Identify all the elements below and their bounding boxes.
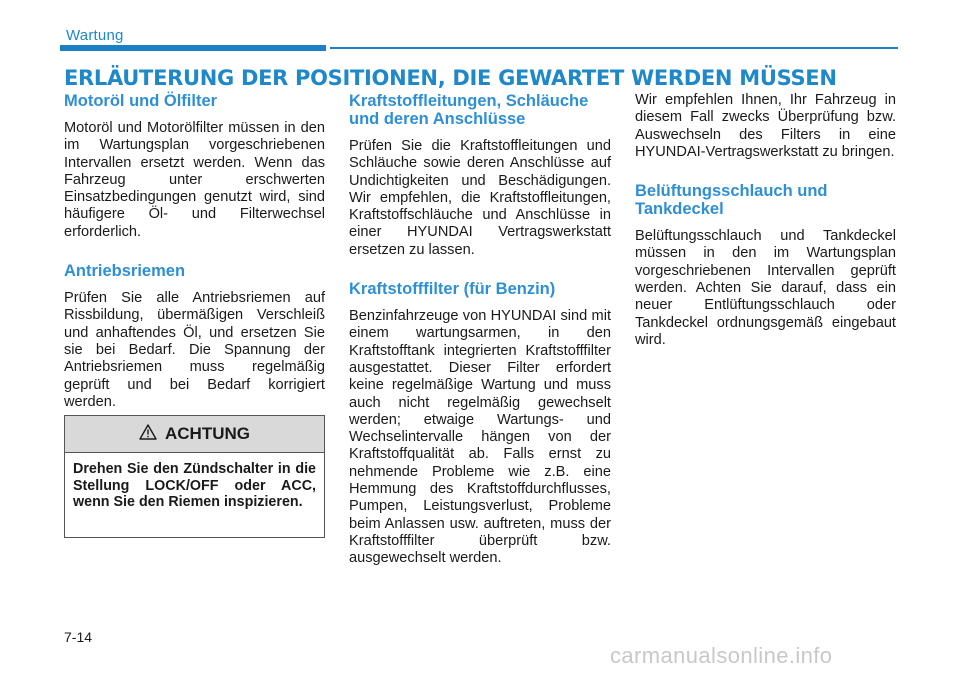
text-kraftstofffilter-cont: Wir empfehlen Ihnen, Ihr Fahrzeug in diesem Fall zwecks Überprüfung bzw. Auswechseln des Filters in eine HYUNDAI-Vertragswerkstatt zu bringen. xyxy=(635,92,896,160)
text-kraftstoffleitungen: Prüfen Sie die Kraftstoffleitungen und Schläuche sowie deren Anschlüsse auf Undichtigkeiten und Beschädigungen. Wir empfehlen, die Kraftstoffleitungen, Kraftstoffschläuche und Anschlüsse in einer HYUNDAI Vertragswerkstatt ersetzen zu lassen. xyxy=(349,138,611,258)
text-antriebsriemen: Prüfen Sie alle Antriebsriemen auf Rissbildung, übermäßigen Verschleiß und anhaftendes Öl, und ersetzen Sie sie bei Bedarf. Die Spannung der Antriebsriemen muss regelmäßig geprüft und bei Bedarf korrigiert werden. xyxy=(64,290,325,410)
text-kraftstofffilter: Benzinfahrzeuge von HYUNDAI sind mit einem wartungsarmen, in den Kraftstofftank integrierten Kraftstofffilter ausgestattet. Dieser Filter erfordert keine regelmäßige Wartung und muss auch nicht regelmäßig gewechselt werden; etwaige Wartungs- und Wechselintervalle hängen von der Kraftstoffqualität ab. Falls ernst zu nehmende Probleme wie z.B. eine Hemmung des Kraftstoffdurchflusses, Pumpen, Leistungsverlust, Probleme beim Anlassen usw. auftreten, muss der Kraftstofffilter überprüft bzw. ausgewechselt werden. xyxy=(349,308,611,567)
heading-kraftstofffilter: Kraftstofffilter (für Benzin) xyxy=(349,280,556,299)
text-motoroel: Motoröl und Motorölfilter müssen in den im Wartungsplan vorgeschriebenen Intervallen ersetzt werden. Wenn das Fahrzeug unter erschwerten Einsatzbedingungen genutzt wird, sind häufigere Öl- und Filterwechsel erforderlich. xyxy=(64,120,325,240)
warning-header xyxy=(65,416,324,453)
page-number: 7-14 xyxy=(64,629,93,645)
warning-text: Drehen Sie den Zündschalter in die Stellung LOCK/OFF oder ACC, wenn Sie den Riemen inspizieren. xyxy=(73,461,316,510)
warning-box xyxy=(64,415,325,538)
watermark: carmanualsonline.info xyxy=(610,643,833,668)
heading-kraftstoffleitungen: Kraftstoffleitungen, Schläuche und deren Anschlüsse xyxy=(349,92,589,128)
heading-antriebsriemen: Antriebsriemen xyxy=(64,262,186,281)
page-title: ERLÄUTERUNG DER POSITIONEN, DIE GEWARTET WERDEN MÜSSEN xyxy=(64,66,837,90)
header-rule-thick xyxy=(60,45,326,51)
warning-triangle-icon xyxy=(139,424,157,445)
heading-motoroel: Motoröl und Ölfilter xyxy=(64,92,218,110)
section-label: Wartung xyxy=(66,27,124,44)
column-3 xyxy=(635,92,896,349)
column-2 xyxy=(349,92,611,568)
heading-belueftungsschlauch: Belüftungsschlauch und Tankdeckel xyxy=(635,182,828,219)
text-belueftungsschlauch: Belüftungsschlauch und Tankdeckel müssen in den im Wartungsplan vorgeschriebenen Intervallen geprüft werden. Achten Sie darauf, dass ein neuer Entlüftungsschlauch oder Tankdeckel ordnungsgemäß eingebaut wird. xyxy=(635,228,896,348)
header-rule-thin xyxy=(330,47,898,49)
column-1 xyxy=(64,92,325,411)
warning-title: ACHTUNG xyxy=(165,424,250,443)
